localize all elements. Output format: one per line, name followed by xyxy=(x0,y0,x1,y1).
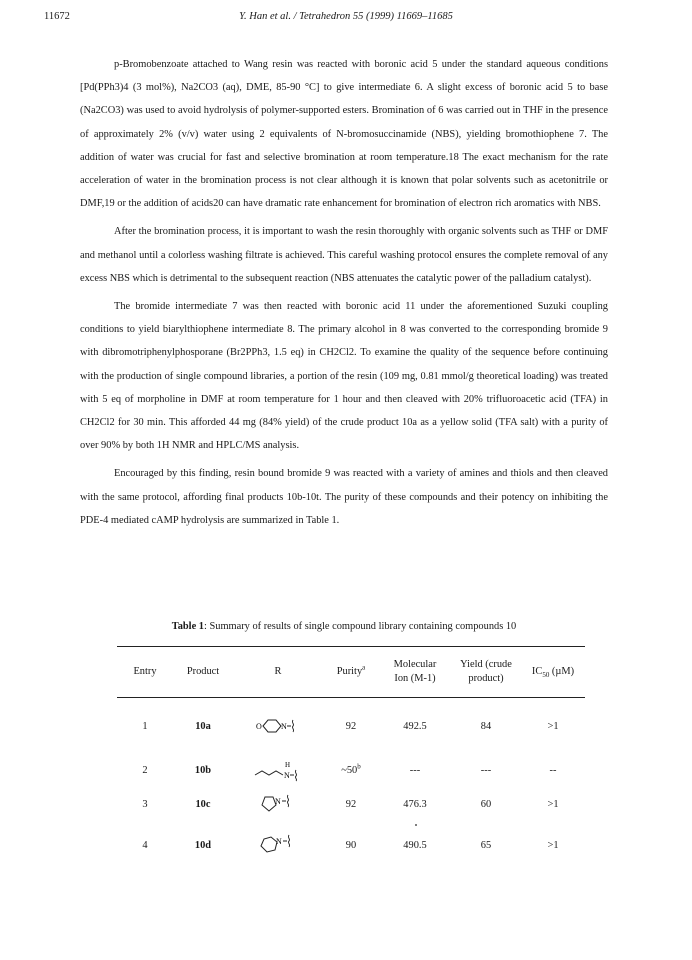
cell-purity: 92 xyxy=(345,720,357,732)
cell-purity: 92 xyxy=(345,798,357,810)
cell-entry: 2 xyxy=(142,764,148,776)
table-caption-label: Table 1 xyxy=(171,621,204,632)
running-head xyxy=(44,11,648,27)
piperidinyl-structure-icon xyxy=(233,825,323,865)
cell-ic50: -- xyxy=(549,764,557,776)
header-ic50-unit: (µM) xyxy=(549,665,575,677)
table-caption xyxy=(80,621,608,632)
morpholinyl-structure-icon xyxy=(233,695,323,757)
header-molecular-ion xyxy=(379,648,451,695)
table-row xyxy=(117,783,585,825)
cell-product: 10c xyxy=(195,798,211,810)
nitrogen-label: N xyxy=(281,722,287,731)
results-table xyxy=(117,648,585,865)
cell-molecular-ion: 492.5 xyxy=(403,720,427,732)
cell-entry: 4 xyxy=(142,839,148,851)
header-yield xyxy=(451,648,521,695)
cell-yield: --- xyxy=(480,764,492,776)
header-ic50 xyxy=(521,648,585,695)
paragraph-2: After the bromination process, it is important to wash the resin thoroughly with organic solvents such as THF or DMF and methanol until a colorless washing filtrate is achieved. This careful washing protocol ensures the complete removal of any excess NBS which is detrimental to the subsequent reaction (NBS attenuates the catalytic power of the palladium catalyst). xyxy=(80,226,608,284)
table-row xyxy=(117,825,585,865)
cell-ic50: >1 xyxy=(547,839,559,851)
journal-reference: Y. Han et al. / Tetrahedron 55 (1999) 11669–11685 xyxy=(239,11,453,22)
cell-yield: 84 xyxy=(480,720,492,732)
table-header-row xyxy=(117,648,585,695)
cell-purity-value: ~50 xyxy=(341,764,358,776)
hydrogen-label: H xyxy=(285,761,291,769)
cell-purity-footnote: b xyxy=(357,762,361,771)
pentylamino-structure-icon xyxy=(233,757,323,783)
header-yield-line2: product) xyxy=(468,672,504,684)
header-purity-label: Purity xyxy=(336,665,363,677)
header-yield-line1: Yield (crude xyxy=(460,658,512,670)
nitrogen-label: N xyxy=(276,837,282,846)
cell-entry: 3 xyxy=(142,798,148,810)
table-row xyxy=(117,757,585,783)
page-number: 11672 xyxy=(44,11,70,22)
cell-molecular-ion: --- xyxy=(409,764,421,776)
header-molecular-ion-line2: Ion (M-1) xyxy=(394,672,436,684)
table-row xyxy=(117,695,585,757)
table-top-rule xyxy=(117,646,585,647)
table-caption-text: : Summary of results of single compound library containing compounds 10 xyxy=(203,621,517,632)
cell-ic50: >1 xyxy=(547,720,559,732)
cell-product: 10d xyxy=(194,839,212,851)
header-ic50-subscript: 50 xyxy=(542,670,550,679)
paragraph-4: Encouraged by this finding, resin bound bromide 9 was reacted with a variety of amines and thiols and then cleaved with the same protocol, affording final products 10b-10t. The purity of these compounds and their potency on inhibiting the PDE-4 mediated cAMP hydrolysis are summarized in Table 1. xyxy=(80,468,608,526)
paragraph-3: The bromide intermediate 7 was then reacted with boronic acid 11 under the aforementioned Suzuki coupling conditions to yield biarylthiophene intermediate 8. The primary alcohol in 8 was converted to the corresponding bromide 9 with dibromotriphenylphosporane (Br2PPh3, 1.5 eq) in CH2Cl2. To examine the quality of the sequence before continuing with the production of single compound libraries, a portion of the resin (109 mg, 0.81 mmol/g theoretical loading) was treated with 5 eq of morpholine in DMF at room temperature for 1 hour and then cleaved with 20% trifluoroacetic acid (TFA) in CH2Cl2 for 30 min. This afforded 44 mg (84% yield) of the crude product 10a as a yellow solid (TFA salt) with a purity of over 90% by both 1H NMR and HPLC/MS analysis. xyxy=(80,301,608,452)
paragraph-1: p-Bromobenzoate attached to Wang resin was reacted with boronic acid 5 under the standard aqueous conditions [Pd(PPh3)4 (3 mol%), Na2CO3 (aq), DME, 85-90 °C] to give intermediate 6. A slight excess of boronic acid 5 to base (Na2CO3) was used to avoid hydrolysis of polymer-supported esters. Bromination of 6 was carried out in THF in the presence of approximately 2% (v/v) water using 2 equivalents of N-bromosuccinamide (NBS), yielding bromothiophene 7. The addition of water was crucial for fast and selective bromination at room temperature.18 The exact mechanism for the rate acceleration of water in the bromination process is not clear although it is known that polar solvents such as acetonitrile or DMF,19 or the addition of acids20 can have dramatic rate enhancement for bromination of electron rich aromatics with NBS. xyxy=(80,59,608,210)
cell-purity xyxy=(323,757,379,783)
header-purity-footnote: a xyxy=(362,663,366,672)
header-ic50-label: IC xyxy=(531,665,543,677)
nitrogen-label: N xyxy=(275,797,281,806)
cell-yield: 65 xyxy=(480,839,492,851)
header-purity xyxy=(323,648,379,695)
cell-ic50: >1 xyxy=(547,798,559,810)
cell-yield: 60 xyxy=(480,798,492,810)
cell-entry: 1 xyxy=(142,720,148,732)
cell-molecular-ion: 476.3 xyxy=(403,798,427,810)
cell-molecular-ion: 490.5 xyxy=(403,839,427,851)
header-product: Product xyxy=(186,665,220,677)
header-entry: Entry xyxy=(133,665,157,677)
scan-artifact-dot xyxy=(415,824,417,826)
cell-product: 10a xyxy=(195,720,211,732)
nitrogen-label: N xyxy=(284,771,290,780)
header-r: R xyxy=(274,665,282,677)
cell-purity: 90 xyxy=(345,839,357,851)
pyrrolidinyl-structure-icon xyxy=(233,783,323,825)
article-body xyxy=(80,53,608,537)
cell-product: 10b xyxy=(194,764,212,776)
header-molecular-ion-line1: Molecular xyxy=(393,658,437,670)
svg-text:O: O xyxy=(256,722,262,731)
